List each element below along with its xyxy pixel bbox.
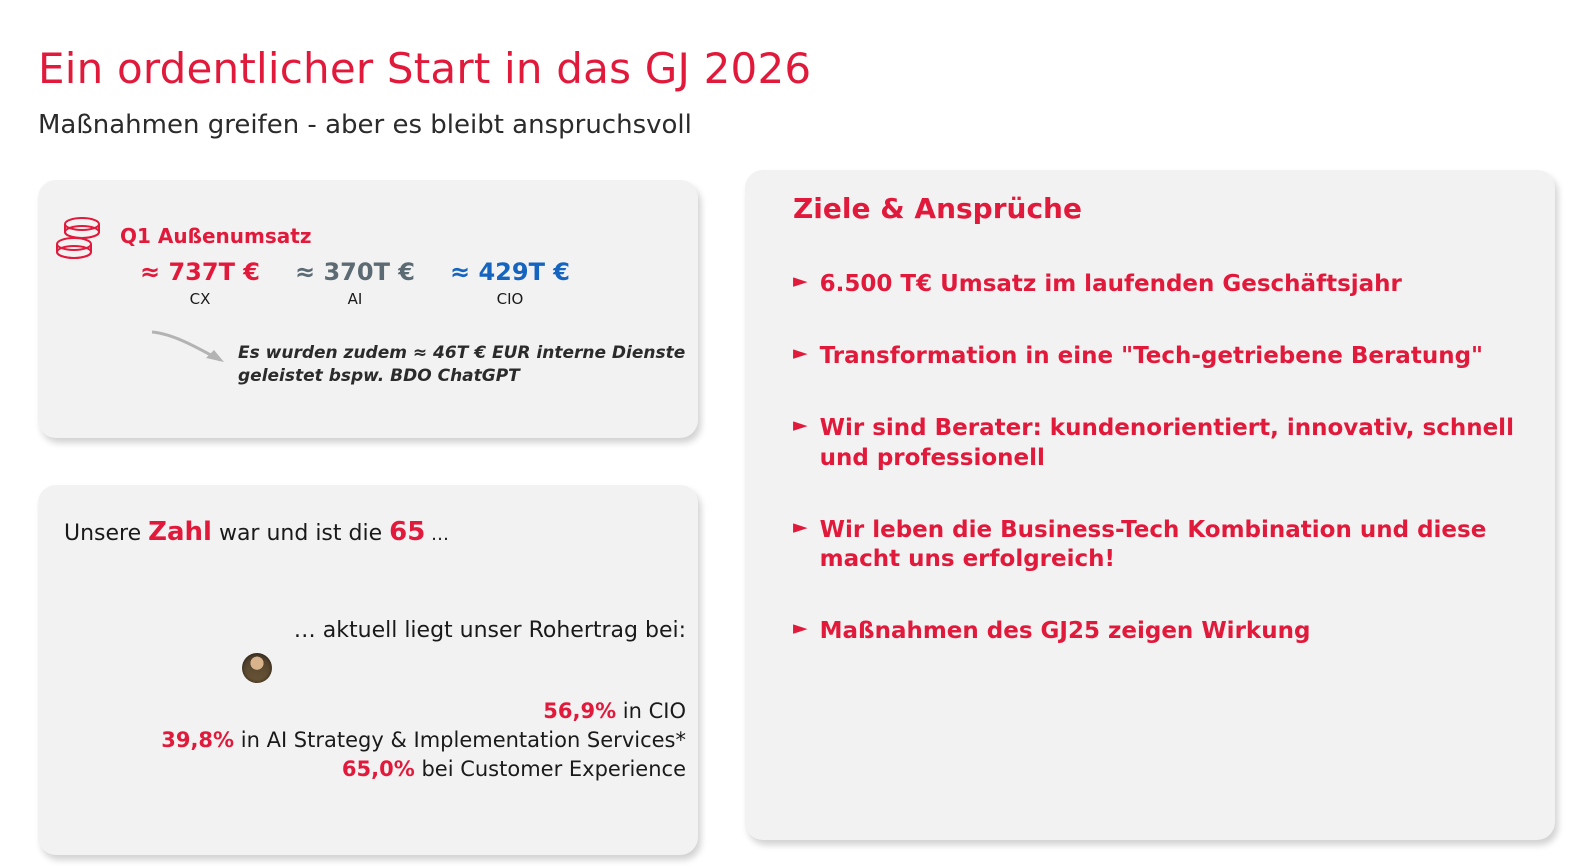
goals-list-item [793, 516, 1529, 576]
rohertrag-pct-cio: 56,9% [543, 699, 617, 723]
rohertrag-row-cx [161, 755, 686, 784]
goals-title: Ziele & Ansprüche [793, 192, 1082, 225]
goals-item-text: 6.500 T€ Umsatz im laufenden Geschäftsjahr [819, 271, 1402, 297]
rohertrag-pct-cx: 65,0% [341, 756, 415, 781]
revenue-unit-cio: CIO [496, 290, 524, 308]
goals-item-text: Maßnahmen des GJ25 zeigen Wirkung [819, 618, 1311, 645]
triangle-bullet-icon: ► [793, 341, 808, 364]
revenue-value-ai: ≈ 370T € [295, 258, 415, 286]
rohertrag-pct-ai: 39,8% [161, 727, 235, 752]
goals-list [793, 270, 1529, 689]
revenue-card [38, 180, 698, 438]
goals-list-item [793, 342, 1529, 372]
revenue-label: Q1 Außenumsatz [120, 224, 312, 248]
goals-item-text: Transformation in eine "Tech-getriebene Beratung" [819, 342, 1484, 369]
revenue-item-cx [120, 258, 280, 308]
goals-card [745, 170, 1555, 840]
revenue-item-ai [275, 258, 435, 308]
zahl-suffix: … [425, 524, 450, 545]
goals-list-item [793, 270, 1529, 300]
page-title: Ein ordentlicher Start in das GJ 2026 [38, 44, 812, 93]
triangle-bullet-icon: ► [793, 270, 808, 292]
zahl-number: 65 [389, 517, 426, 547]
rohertrag-row-cio [161, 697, 686, 726]
triangle-bullet-icon: ► [793, 617, 808, 640]
revenue-value-cio: ≈ 429T € [450, 258, 570, 286]
zahl-prefix: Unsere [64, 521, 149, 546]
page-subtitle: Maßnahmen greifen - aber es bleibt anspruchsvoll [38, 110, 692, 140]
triangle-bullet-icon: ► [793, 413, 808, 436]
revenue-value-cx: ≈ 737T € [140, 258, 260, 286]
rohertrag-row-ai [161, 726, 686, 755]
revenue-note: Es wurden zudem ≈ 46T € EUR interne Dienste geleistet bspw. BDO ChatGPT [238, 343, 686, 386]
curved-arrow-icon [148, 328, 234, 372]
goals-list-item [793, 414, 1529, 474]
goals-item-text: Wir leben die Business-Tech Kombination und diese macht uns erfolgreich! [819, 516, 1487, 573]
revenue-item-cio [430, 258, 590, 308]
avatar [242, 653, 272, 683]
zahl-middle: war und ist die [211, 521, 390, 546]
coins-icon [52, 214, 116, 268]
rohertrag-intro: … aktuell liegt unser Rohertrag bei: [293, 618, 686, 643]
goals-list-item [793, 617, 1529, 647]
zahl-card [38, 485, 698, 855]
rohertrag-text-cx: bei Customer Experience [414, 756, 686, 781]
rohertrag-list [161, 697, 686, 784]
revenue-unit-cx: CX [189, 290, 211, 308]
goals-item-text: Wir sind Berater: kundenorientiert, innovativ, schnell und professionell [819, 414, 1514, 471]
zahl-headline [64, 517, 449, 547]
zahl-word: Zahl [148, 517, 212, 547]
triangle-bullet-icon: ► [793, 515, 808, 538]
rohertrag-text-ai: in AI Strategy & Implementation Services* [234, 727, 686, 752]
rohertrag-text-cio: in CIO [616, 699, 686, 723]
revenue-unit-ai: AI [347, 290, 363, 308]
